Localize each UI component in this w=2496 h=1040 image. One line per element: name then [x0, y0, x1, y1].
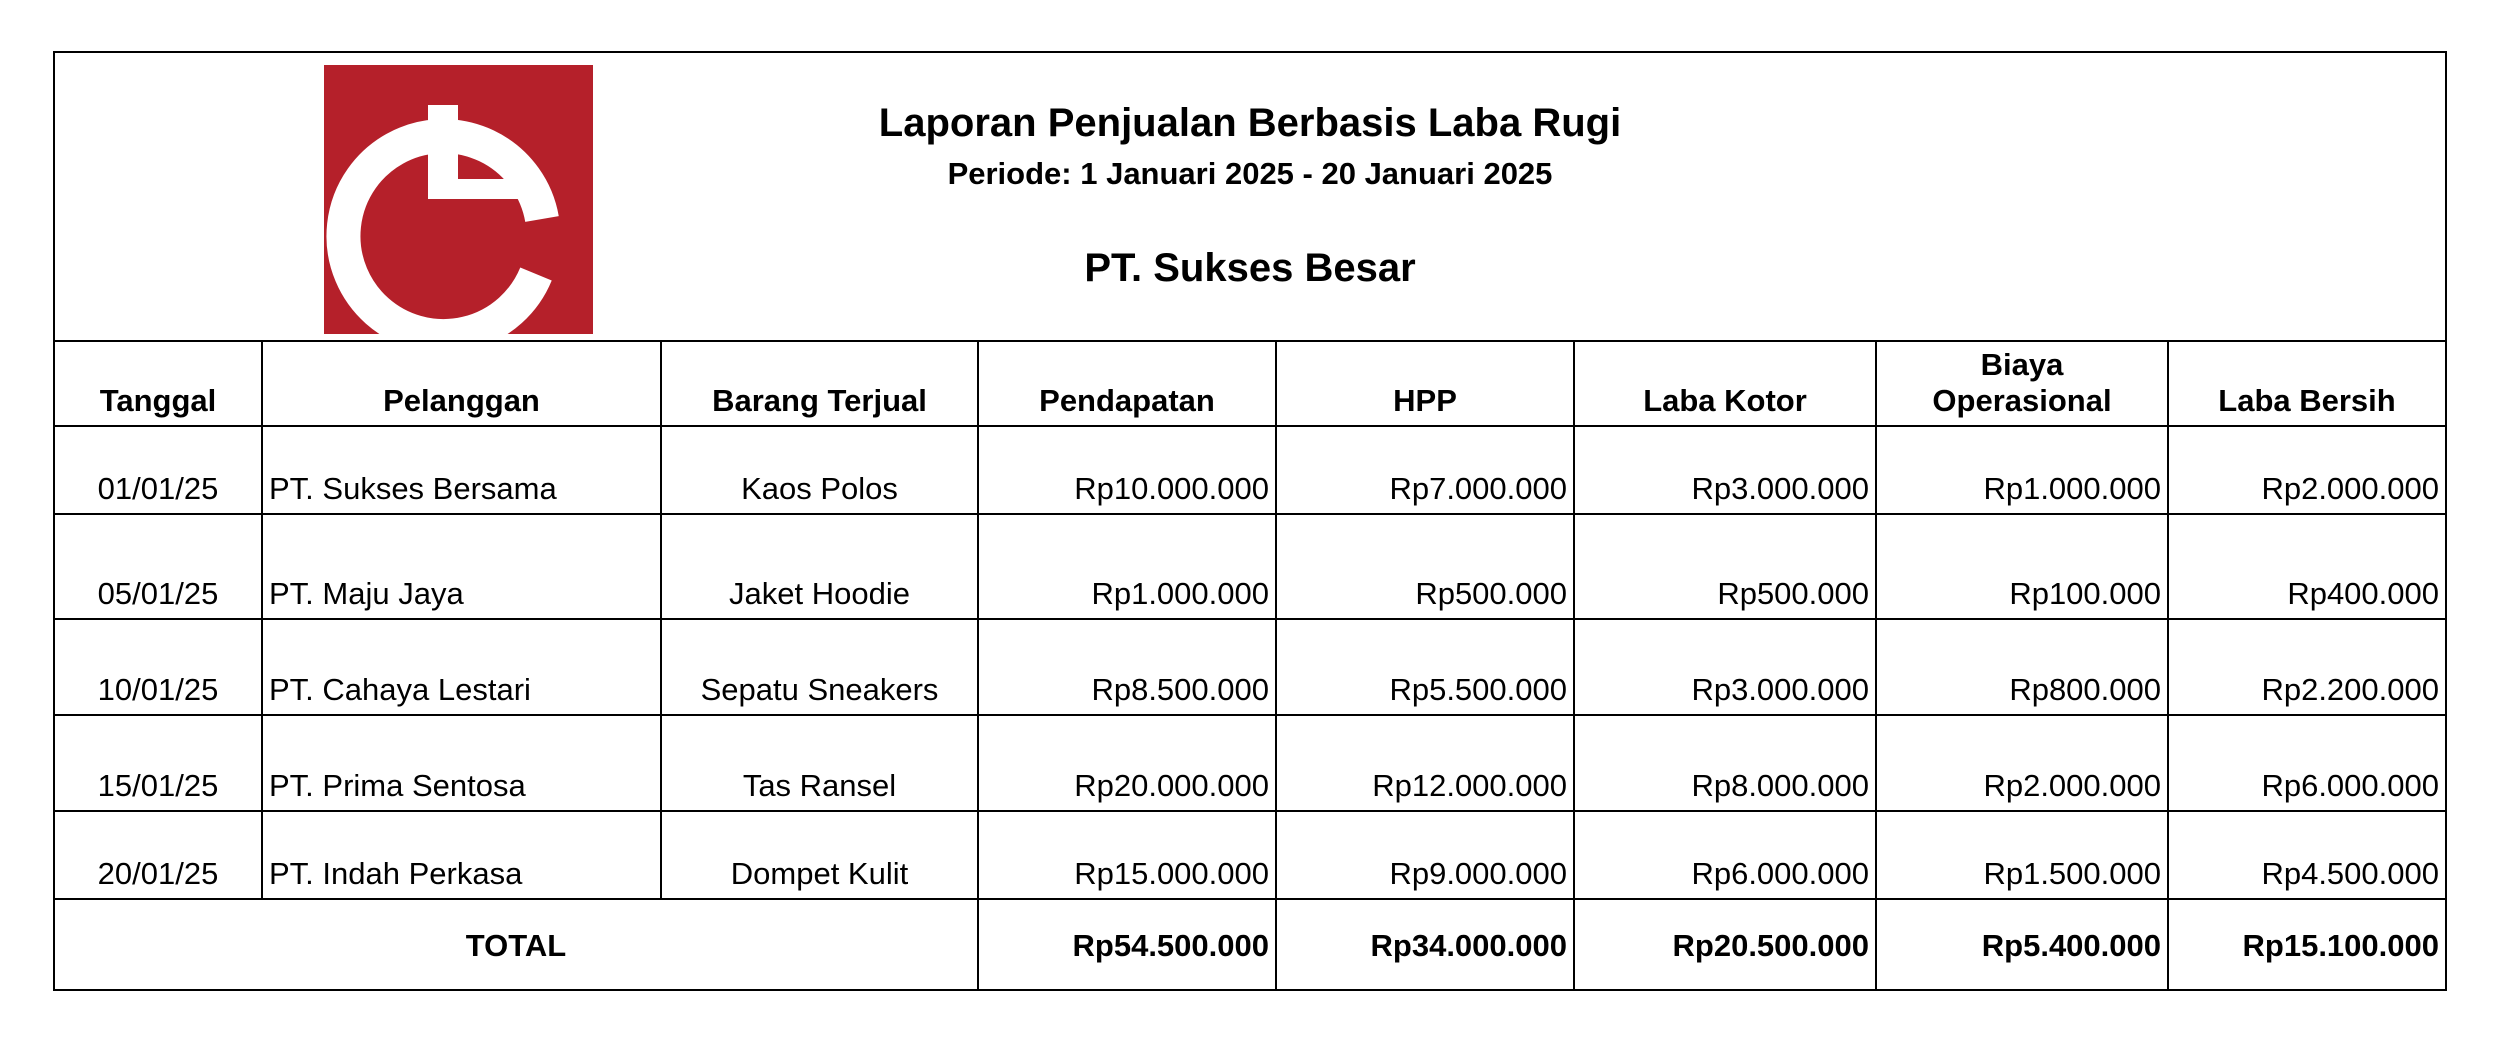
cell-pendapatan: Rp15.000.000 [978, 811, 1276, 899]
table-row [55, 514, 2445, 619]
cell-pendapatan: Rp20.000.000 [978, 715, 1276, 811]
cell-biaya-operasional: Rp1.000.000 [1876, 426, 2168, 514]
table-header-row [55, 340, 2445, 426]
col-laba-bersih: Laba Bersih [2168, 340, 2445, 426]
cell-tanggal: 10/01/25 [55, 619, 262, 715]
col-laba-kotor: Laba Kotor [1574, 340, 1876, 426]
cell-hpp: Rp500.000 [1276, 514, 1574, 619]
cell-tanggal: 01/01/25 [55, 426, 262, 514]
cell-pendapatan: Rp10.000.000 [978, 426, 1276, 514]
cell-laba-kotor: Rp8.000.000 [1574, 715, 1876, 811]
col-hpp: HPP [1276, 340, 1574, 426]
cell-barang: Tas Ransel [661, 715, 978, 811]
col-tanggal: Tanggal [55, 340, 262, 426]
table-row [55, 715, 2445, 811]
report-header [55, 53, 2445, 342]
cell-biaya-operasional: Rp800.000 [1876, 619, 2168, 715]
cell-pendapatan: Rp1.000.000 [978, 514, 1276, 619]
table-row [55, 426, 2445, 514]
cell-laba-bersih: Rp2.200.000 [2168, 619, 2445, 715]
cell-laba-kotor: Rp6.000.000 [1574, 811, 1876, 899]
cell-biaya-operasional: Rp2.000.000 [1876, 715, 2168, 811]
total-row [55, 899, 2445, 991]
cell-pelanggan: PT. Cahaya Lestari [262, 619, 661, 715]
cell-biaya-operasional: Rp1.500.000 [1876, 811, 2168, 899]
cell-tanggal: 15/01/25 [55, 715, 262, 811]
cell-barang: Dompet Kulit [661, 811, 978, 899]
cell-laba-bersih: Rp2.000.000 [2168, 426, 2445, 514]
total-pendapatan: Rp54.500.000 [978, 899, 1276, 991]
cell-barang: Kaos Polos [661, 426, 978, 514]
report-title: Laporan Penjualan Berbasis Laba Rugi [878, 101, 1622, 145]
total-laba-bersih: Rp15.100.000 [2168, 899, 2445, 991]
report-sheet [53, 51, 2447, 991]
total-hpp: Rp34.000.000 [1276, 899, 1574, 991]
table-row [55, 811, 2445, 899]
cell-laba-kotor: Rp500.000 [1574, 514, 1876, 619]
cell-hpp: Rp7.000.000 [1276, 426, 1574, 514]
col-barang-terjual: Barang Terjual [661, 340, 978, 426]
cell-barang: Jaket Hoodie [661, 514, 978, 619]
report-period: Periode: 1 Januari 2025 - 20 Januari 2025 [947, 156, 1553, 191]
cell-tanggal: 05/01/25 [55, 514, 262, 619]
col-pendapatan: Pendapatan [978, 340, 1276, 426]
cell-pelanggan: PT. Prima Sentosa [262, 715, 661, 811]
cell-pelanggan: PT. Indah Perkasa [262, 811, 661, 899]
cell-laba-bersih: Rp4.500.000 [2168, 811, 2445, 899]
total-biaya-operasional: Rp5.400.000 [1876, 899, 2168, 991]
cell-hpp: Rp12.000.000 [1276, 715, 1574, 811]
cell-pelanggan: PT. Maju Jaya [262, 514, 661, 619]
cell-laba-kotor: Rp3.000.000 [1574, 426, 1876, 514]
cell-laba-bersih: Rp6.000.000 [2168, 715, 2445, 811]
table-row [55, 619, 2445, 715]
cell-barang: Sepatu Sneakers [661, 619, 978, 715]
cell-laba-bersih: Rp400.000 [2168, 514, 2445, 619]
total-laba-kotor: Rp20.500.000 [1574, 899, 1876, 991]
sales-table [55, 340, 2445, 991]
col-biaya-operasional: Biaya Operasional [1876, 340, 2168, 426]
cell-tanggal: 20/01/25 [55, 811, 262, 899]
cell-hpp: Rp5.500.000 [1276, 619, 1574, 715]
cell-pelanggan: PT. Sukses Bersama [262, 426, 661, 514]
cell-laba-kotor: Rp3.000.000 [1574, 619, 1876, 715]
cell-hpp: Rp9.000.000 [1276, 811, 1574, 899]
col-pelanggan: Pelanggan [262, 340, 661, 426]
cell-pendapatan: Rp8.500.000 [978, 619, 1276, 715]
total-label: TOTAL [55, 899, 978, 991]
cell-biaya-operasional: Rp100.000 [1876, 514, 2168, 619]
company-name: PT. Sukses Besar [1084, 246, 1416, 290]
